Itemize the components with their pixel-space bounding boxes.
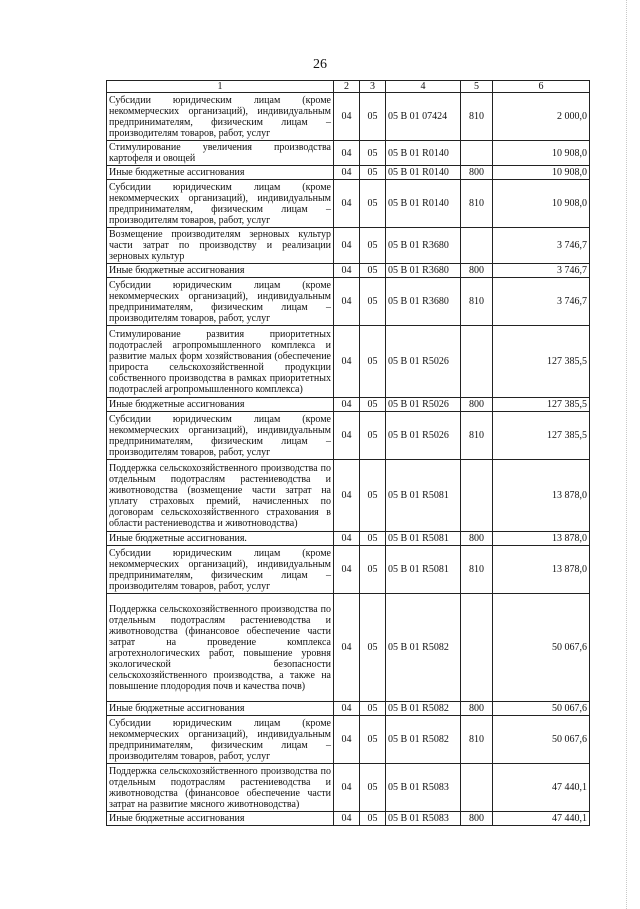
target-article-code: 05 В 01 R5082 (386, 702, 461, 716)
amount: 50 067,6 (493, 594, 590, 702)
expense-type-code (461, 326, 493, 398)
section-code: 04 (334, 398, 360, 412)
target-article-code: 05 В 01 R5026 (386, 412, 461, 460)
subsection-code: 05 (360, 228, 386, 264)
row-description: Субсидии юридическим лицам (кроме некоммерческих организаций), индивидуальным предпринимателям, физическим лицам – производителям товаров, работ, услуг (107, 546, 334, 594)
target-article-code: 05 В 01 R5081 (386, 460, 461, 532)
row-description: Поддержка сельскохозяйственного производства по отдельным подотраслям растениеводства и животноводства (финансовое обеспечение части затрат на развитие мясного животноводства) (107, 764, 334, 812)
amount: 3 746,7 (493, 228, 590, 264)
column-header: 6 (493, 81, 590, 93)
row-description: Иные бюджетные ассигнования (107, 398, 334, 412)
page-number: 26 (313, 57, 327, 72)
subsection-code: 05 (360, 180, 386, 228)
expense-type-code (461, 594, 493, 702)
section-code: 04 (334, 180, 360, 228)
subsection-code: 05 (360, 532, 386, 546)
expense-type-code (461, 460, 493, 532)
column-header: 2 (334, 81, 360, 93)
subsection-code: 05 (360, 412, 386, 460)
amount: 50 067,6 (493, 716, 590, 764)
section-code: 04 (334, 264, 360, 278)
section-code: 04 (334, 532, 360, 546)
row-description: Субсидии юридическим лицам (кроме некоммерческих организаций), индивидуальным предпринимателям, физическим лицам – производителям товаров, работ, услуг (107, 412, 334, 460)
target-article-code: 05 В 01 R5082 (386, 594, 461, 702)
row-description: Поддержка сельскохозяйственного производства по отдельным подотраслям растениеводства и животноводства (возмещение части затрат на уплату страховых премий, начисленных по договорам сельскохозяйственного страхования в области растениеводства и животноводства) (107, 460, 334, 532)
section-code: 04 (334, 460, 360, 532)
section-code: 04 (334, 166, 360, 180)
amount: 47 440,1 (493, 812, 590, 826)
target-article-code: 05 В 01 R0140 (386, 141, 461, 166)
subsection-code: 05 (360, 264, 386, 278)
column-header: 3 (360, 81, 386, 93)
expense-type-code: 810 (461, 412, 493, 460)
target-article-code: 05 В 01 R3680 (386, 278, 461, 326)
subsection-code: 05 (360, 702, 386, 716)
table-row (107, 141, 590, 166)
row-description: Иные бюджетные ассигнования (107, 264, 334, 278)
subsection-code: 05 (360, 326, 386, 398)
expense-type-code: 800 (461, 532, 493, 546)
column-header: 1 (107, 81, 334, 93)
amount: 3 746,7 (493, 278, 590, 326)
row-description: Иные бюджетные ассигнования (107, 166, 334, 180)
section-code: 04 (334, 594, 360, 702)
expense-type-code (461, 764, 493, 812)
amount: 127 385,5 (493, 326, 590, 398)
table-row (107, 264, 590, 278)
table-row (107, 166, 590, 180)
target-article-code: 05 В 01 R5082 (386, 716, 461, 764)
subsection-code: 05 (360, 716, 386, 764)
table-row (107, 412, 590, 460)
section-code: 04 (334, 93, 360, 141)
section-code: 04 (334, 326, 360, 398)
row-description: Субсидии юридическим лицам (кроме некоммерческих организаций), индивидуальным предпринимателям, физическим лицам – производителям товаров, работ, услуг (107, 278, 334, 326)
expense-type-code: 800 (461, 702, 493, 716)
expense-type-code: 810 (461, 716, 493, 764)
target-article-code: 05 В 01 R5083 (386, 764, 461, 812)
section-code: 04 (334, 228, 360, 264)
row-description: Иные бюджетные ассигнования (107, 702, 334, 716)
table-row (107, 546, 590, 594)
amount: 13 878,0 (493, 532, 590, 546)
expense-type-code: 810 (461, 93, 493, 141)
table-row (107, 326, 590, 398)
subsection-code: 05 (360, 812, 386, 826)
amount: 10 908,0 (493, 180, 590, 228)
subsection-code: 05 (360, 398, 386, 412)
row-description: Иные бюджетные ассигнования (107, 812, 334, 826)
subsection-code: 05 (360, 141, 386, 166)
target-article-code: 05 В 01 R0140 (386, 166, 461, 180)
row-description: Субсидии юридическим лицам (кроме некоммерческих организаций), индивидуальным предпринимателям, физическим лицам – производителям товаров, работ, услуг (107, 93, 334, 141)
target-article-code: 05 В 01 R5026 (386, 398, 461, 412)
section-code: 04 (334, 546, 360, 594)
subsection-code: 05 (360, 594, 386, 702)
expense-type-code: 800 (461, 166, 493, 180)
margin-guide-line (626, 0, 628, 909)
amount: 10 908,0 (493, 166, 590, 180)
budget-table (106, 80, 590, 826)
target-article-code: 05 В 01 R5083 (386, 812, 461, 826)
amount: 47 440,1 (493, 764, 590, 812)
amount: 127 385,5 (493, 398, 590, 412)
target-article-code: 05 В 01 R0140 (386, 180, 461, 228)
amount: 13 878,0 (493, 460, 590, 532)
amount: 3 746,7 (493, 264, 590, 278)
section-code: 04 (334, 702, 360, 716)
row-description: Субсидии юридическим лицам (кроме некоммерческих организаций), индивидуальным предпринимателям, физическим лицам – производителям товаров, работ, услуг (107, 180, 334, 228)
section-code: 04 (334, 278, 360, 326)
target-article-code: 05 В 01 R3680 (386, 228, 461, 264)
section-code: 04 (334, 412, 360, 460)
column-header: 5 (461, 81, 493, 93)
expense-type-code: 810 (461, 180, 493, 228)
subsection-code: 05 (360, 166, 386, 180)
table-row (107, 532, 590, 546)
row-description: Стимулирование развития приоритетных подотраслей агропромышленного комплекса и развитие малых форм хозяйствования (обеспечение прироста сельскохозяйственной продукции собственного производства в рамках приоритетных подотраслей агропромышленного комплекса) (107, 326, 334, 398)
section-code: 04 (334, 716, 360, 764)
table-row (107, 716, 590, 764)
expense-type-code: 810 (461, 546, 493, 594)
section-code: 04 (334, 812, 360, 826)
section-code: 04 (334, 764, 360, 812)
row-description: Субсидии юридическим лицам (кроме некоммерческих организаций), индивидуальным предпринимателям, физическим лицам – производителям товаров, работ, услуг (107, 716, 334, 764)
table-row (107, 398, 590, 412)
subsection-code: 05 (360, 546, 386, 594)
subsection-code: 05 (360, 764, 386, 812)
table-row (107, 93, 590, 141)
expense-type-code (461, 228, 493, 264)
table-header-row (107, 81, 590, 93)
table-row (107, 702, 590, 716)
row-description: Иные бюджетные ассигнования. (107, 532, 334, 546)
expense-type-code: 800 (461, 264, 493, 278)
target-article-code: 05 В 01 R5026 (386, 326, 461, 398)
expense-type-code: 800 (461, 812, 493, 826)
target-article-code: 05 В 01 R3680 (386, 264, 461, 278)
expense-type-code: 810 (461, 278, 493, 326)
amount: 2 000,0 (493, 93, 590, 141)
subsection-code: 05 (360, 93, 386, 141)
table-row (107, 278, 590, 326)
section-code: 04 (334, 141, 360, 166)
column-header: 4 (386, 81, 461, 93)
row-description: Поддержка сельскохозяйственного производства по отдельным подотраслям растениеводства и животноводства (финансовое обеспечение части затрат на проведение комплекса агротехнологических работ, повышение уровня экологической безопасности сельскохозяйственного производства, а также на повышение плодородия почв и качества почв) (107, 594, 334, 702)
table-row (107, 812, 590, 826)
target-article-code: 05 В 01 R5081 (386, 546, 461, 594)
table-row (107, 460, 590, 532)
subsection-code: 05 (360, 460, 386, 532)
table-row (107, 228, 590, 264)
row-description: Стимулирование увеличения производства картофеля и овощей (107, 141, 334, 166)
target-article-code: 05 В 01 07424 (386, 93, 461, 141)
row-description: Возмещение производителям зерновых культур части затрат по производству и реализации зерновых культур (107, 228, 334, 264)
expense-type-code (461, 141, 493, 166)
amount: 13 878,0 (493, 546, 590, 594)
amount: 127 385,5 (493, 412, 590, 460)
amount: 10 908,0 (493, 141, 590, 166)
table-row (107, 764, 590, 812)
table-row (107, 180, 590, 228)
target-article-code: 05 В 01 R5081 (386, 532, 461, 546)
subsection-code: 05 (360, 278, 386, 326)
table-row (107, 594, 590, 702)
expense-type-code: 800 (461, 398, 493, 412)
amount: 50 067,6 (493, 702, 590, 716)
